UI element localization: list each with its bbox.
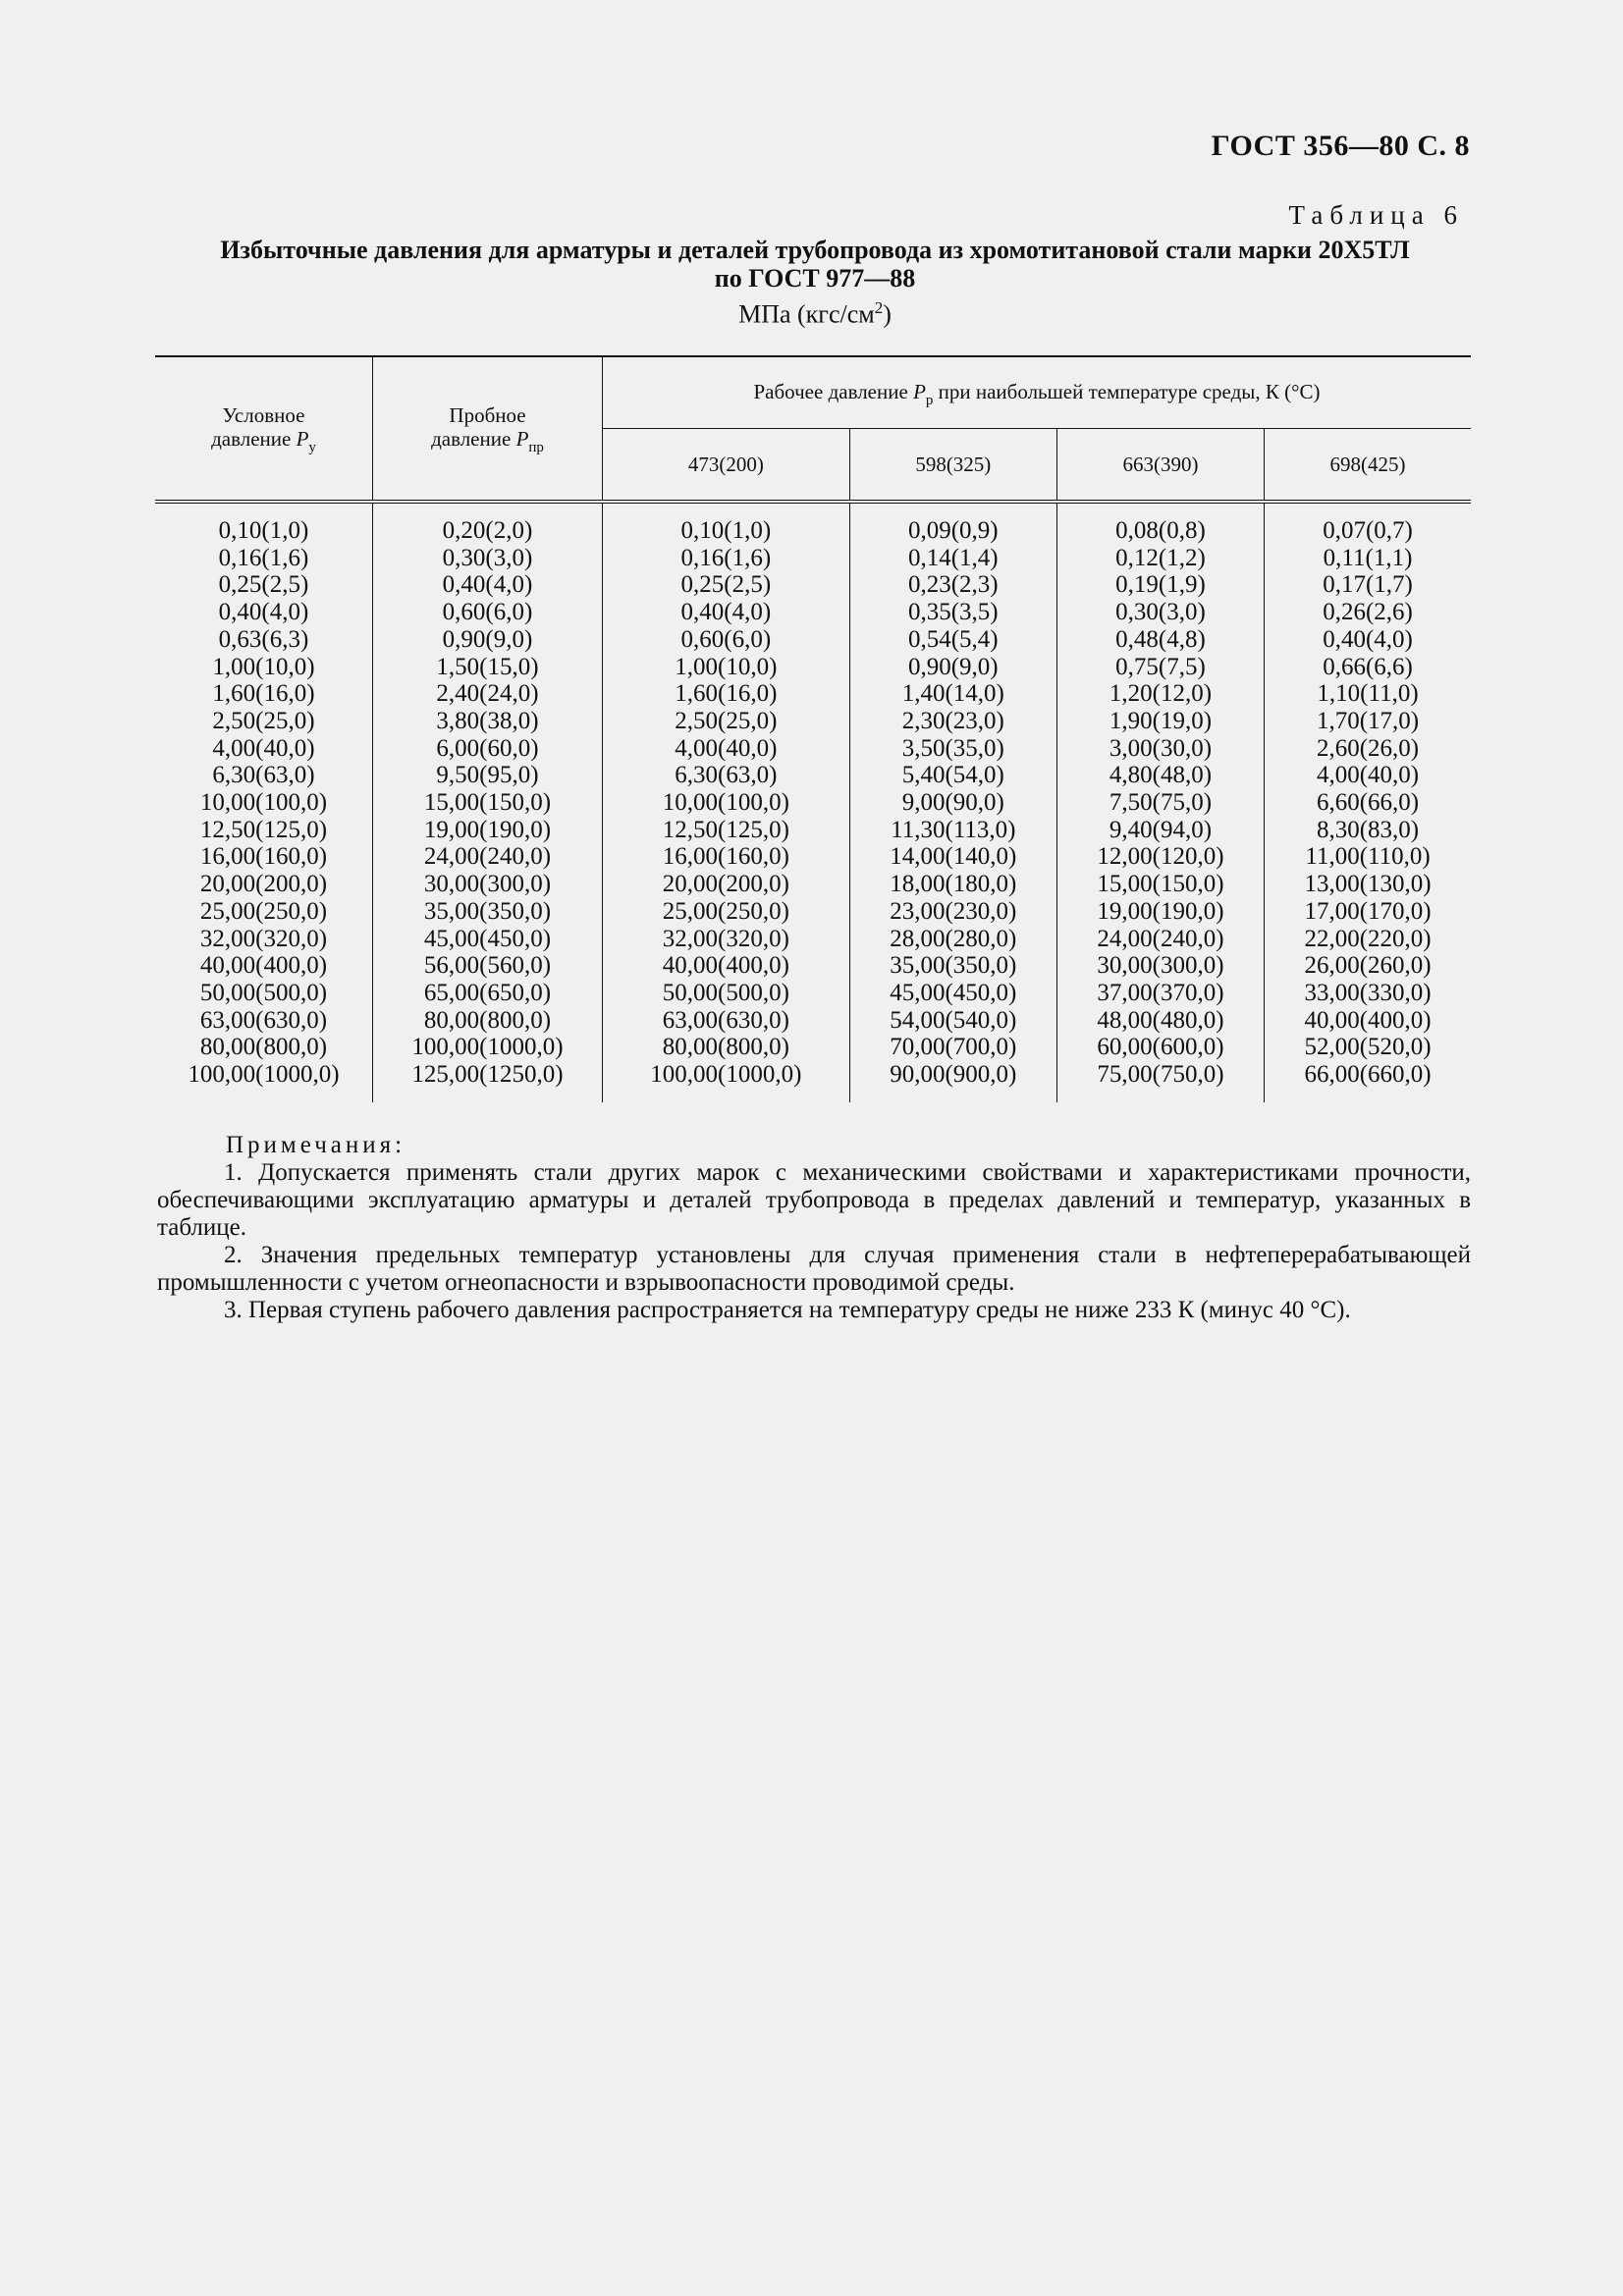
cell-test: 0,30(3,0) (373, 545, 603, 572)
table-row (155, 762, 1471, 789)
cell-work-663: 75,00(750,0) (1056, 1061, 1264, 1102)
header-cond-line1: Условное (222, 403, 305, 427)
cell-conditional: 0,63(6,3) (155, 626, 373, 654)
cell-work-473: 0,25(2,5) (603, 571, 850, 599)
table-title-line-2: по ГОСТ 977—88 (714, 264, 916, 293)
cell-work-473: 80,00(800,0) (603, 1034, 850, 1061)
cell-conditional: 0,25(2,5) (155, 571, 373, 599)
header-work-suffix: при наибольшей температуре среды, К (°С) (938, 379, 1321, 403)
cell-test: 0,40(4,0) (373, 571, 603, 599)
cell-work-598: 5,40(54,0) (849, 762, 1056, 789)
table-row (155, 571, 1471, 599)
cell-work-698: 0,07(0,7) (1323, 517, 1413, 544)
header-conditional-pressure (155, 356, 373, 502)
table-row (155, 654, 1471, 681)
note-1: 1. Допускается применять стали других марок с механическими свойствами и характеристиками прочности, обеспечивающими эксплуатацию арматуры и деталей трубопровода в пределах давлений и температур, указанных в таблице. (157, 1159, 1471, 1241)
cell-test: 15,00(150,0) (373, 789, 603, 817)
cell-work-598: 0,35(3,5) (849, 599, 1056, 626)
cell-conditional: 63,00(630,0) (155, 1007, 373, 1035)
cell-work-473: 20,00(200,0) (603, 871, 850, 898)
units-superscript: 2 (874, 298, 884, 317)
cell-work-663: 60,00(600,0) (1056, 1034, 1264, 1061)
cell-conditional: 4,00(40,0) (155, 735, 373, 763)
cell-work-663: 0,48(4,8) (1056, 626, 1264, 654)
table-row (155, 1034, 1471, 1061)
cell-work-473: 1,00(10,0) (603, 654, 850, 681)
cell-work-663: 24,00(240,0) (1056, 926, 1264, 953)
units-close: ) (883, 299, 892, 329)
header-test-line2: давление (431, 427, 512, 451)
cell-work-663: 9,40(94,0) (1056, 817, 1264, 844)
cell-work-473: 2,50(25,0) (603, 708, 850, 735)
table-row (155, 789, 1471, 817)
cell-test: 19,00(190,0) (373, 817, 603, 844)
cell-test: 80,00(800,0) (373, 1007, 603, 1035)
cell-conditional: 1,60(16,0) (155, 680, 373, 708)
table-title (157, 236, 1473, 293)
cell-work-663: 4,80(48,0) (1056, 762, 1264, 789)
cell-test: 1,50(15,0) (373, 654, 603, 681)
units-label (157, 298, 1473, 330)
cell-work-473: 40,00(400,0) (603, 952, 850, 980)
cell-work-473: 6,30(63,0) (603, 762, 850, 789)
cell-work-663: 1,20(12,0) (1056, 680, 1264, 708)
cell-work-598: 2,30(23,0) (849, 708, 1056, 735)
cell-work-698: 52,00(520,0) (1304, 1034, 1432, 1061)
table-row (155, 626, 1471, 654)
cell-work-473: 1,60(16,0) (603, 680, 850, 708)
cell-test: 30,00(300,0) (373, 871, 603, 898)
page-header: ГОСТ 356—80 С. 8 (1211, 130, 1470, 162)
cell-work-598: 70,00(700,0) (849, 1034, 1056, 1061)
table-row (155, 680, 1471, 708)
cell-work-473: 50,00(500,0) (603, 980, 850, 1007)
cell-work-698: 0,11(1,1) (1323, 544, 1413, 571)
header-test-pressure (373, 356, 603, 502)
table-row (155, 898, 1471, 926)
cell-conditional: 0,40(4,0) (155, 599, 373, 626)
table-row (155, 926, 1471, 953)
cell-work-598: 23,00(230,0) (849, 898, 1056, 926)
header-temp-698: 698(425) (1265, 429, 1471, 503)
cell-work-663: 1,90(19,0) (1056, 708, 1264, 735)
cell-work-598: 54,00(540,0) (849, 1007, 1056, 1035)
cell-work-663: 15,00(150,0) (1056, 871, 1264, 898)
cell-work-598: 0,23(2,3) (849, 571, 1056, 599)
notes-title: Примечания: (226, 1132, 406, 1158)
cell-conditional: 6,30(63,0) (155, 762, 373, 789)
cell-work-698: 4,00(40,0) (1316, 762, 1420, 789)
cell-work-598: 0,54(5,4) (849, 626, 1056, 654)
header-work-subscript: р (925, 392, 934, 408)
cell-test: 65,00(650,0) (373, 980, 603, 1007)
header-cond-line2: давление (211, 427, 292, 451)
cell-work-698: 0,66(6,6) (1323, 653, 1413, 680)
cell-work-598: 0,09(0,9) (849, 502, 1056, 545)
table-row (155, 952, 1471, 980)
table-body (155, 502, 1471, 1102)
table-title-line-1: Избыточные давления для арматуры и деталей трубопровода из хромотитановой стали марки 20Х5ТЛ (220, 236, 1410, 264)
table-row (155, 1007, 1471, 1035)
cell-work-663: 3,00(30,0) (1056, 735, 1264, 763)
cell-conditional: 20,00(200,0) (155, 871, 373, 898)
cell-work-598: 35,00(350,0) (849, 952, 1056, 980)
cell-conditional: 40,00(400,0) (155, 952, 373, 980)
header-temp-598: 598(325) (849, 429, 1056, 503)
header-temp-473: 473(200) (603, 429, 850, 503)
cell-work-663: 37,00(370,0) (1056, 980, 1264, 1007)
cell-conditional: 10,00(100,0) (155, 789, 373, 817)
cell-work-473: 0,16(1,6) (603, 545, 850, 572)
cell-work-698: 0,26(2,6) (1323, 599, 1413, 626)
header-cond-symbol: P (296, 427, 309, 451)
table-row (155, 817, 1471, 844)
cell-work-473: 100,00(1000,0) (603, 1061, 850, 1102)
cell-work-698: 22,00(220,0) (1304, 925, 1432, 952)
pressure-table (155, 355, 1471, 1102)
cell-conditional: 2,50(25,0) (155, 708, 373, 735)
cell-work-698: 0,40(4,0) (1323, 625, 1413, 653)
cell-work-698: 8,30(83,0) (1316, 816, 1420, 843)
cell-work-663: 19,00(190,0) (1056, 898, 1264, 926)
cell-work-473: 63,00(630,0) (603, 1007, 850, 1035)
cell-test: 125,00(1250,0) (373, 1061, 603, 1102)
cell-work-473: 16,00(160,0) (603, 843, 850, 871)
cell-conditional: 16,00(160,0) (155, 843, 373, 871)
header-working-pressure (603, 356, 1472, 429)
header-temp-663: 663(390) (1056, 429, 1264, 503)
table-label: Таблица 6 (1288, 200, 1464, 230)
cell-work-598: 3,50(35,0) (849, 735, 1056, 763)
table-row (155, 502, 1471, 545)
cell-work-663: 0,75(7,5) (1056, 654, 1264, 681)
cell-work-698: 13,00(130,0) (1304, 871, 1432, 898)
cell-work-663: 12,00(120,0) (1056, 843, 1264, 871)
cell-test: 45,00(450,0) (373, 926, 603, 953)
cell-work-473: 32,00(320,0) (603, 926, 850, 953)
header-test-line1: Пробное (449, 403, 526, 427)
table-row (155, 735, 1471, 763)
header-test-subscript: пр (528, 440, 544, 455)
cell-work-663: 0,12(1,2) (1056, 545, 1264, 572)
notes (157, 1132, 1471, 1324)
cell-work-698: 17,00(170,0) (1304, 897, 1432, 925)
cell-conditional: 50,00(500,0) (155, 980, 373, 1007)
cell-test: 3,80(38,0) (373, 708, 603, 735)
cell-test: 0,90(9,0) (373, 626, 603, 654)
cell-conditional: 100,00(1000,0) (155, 1061, 373, 1102)
cell-conditional: 80,00(800,0) (155, 1034, 373, 1061)
cell-test: 0,20(2,0) (373, 502, 603, 545)
table-header (155, 356, 1471, 502)
table-row (155, 843, 1471, 871)
cell-work-473: 0,10(1,0) (603, 502, 850, 545)
cell-conditional: 0,10(1,0) (155, 502, 373, 545)
cell-test: 35,00(350,0) (373, 898, 603, 926)
cell-conditional: 0,16(1,6) (155, 545, 373, 572)
cell-conditional: 1,00(10,0) (155, 654, 373, 681)
cell-work-598: 18,00(180,0) (849, 871, 1056, 898)
table-row (155, 980, 1471, 1007)
cell-work-473: 0,60(6,0) (603, 626, 850, 654)
cell-conditional: 32,00(320,0) (155, 926, 373, 953)
cell-work-473: 12,50(125,0) (603, 817, 850, 844)
cell-work-698: 40,00(400,0) (1304, 1006, 1432, 1034)
cell-test: 0,60(6,0) (373, 599, 603, 626)
cell-work-598: 90,00(900,0) (849, 1061, 1056, 1102)
units-text: МПа (кгс/см (738, 299, 875, 329)
cell-work-598: 14,00(140,0) (849, 843, 1056, 871)
cell-work-598: 28,00(280,0) (849, 926, 1056, 953)
cell-work-663: 0,19(1,9) (1056, 571, 1264, 599)
header-work-symbol: P (913, 379, 926, 403)
table-row (155, 871, 1471, 898)
cell-work-473: 4,00(40,0) (603, 735, 850, 763)
cell-work-663: 48,00(480,0) (1056, 1007, 1264, 1035)
cell-work-698: 2,60(26,0) (1316, 734, 1420, 762)
header-test-symbol: P (515, 427, 529, 451)
cell-conditional: 12,50(125,0) (155, 817, 373, 844)
cell-work-473: 0,40(4,0) (603, 599, 850, 626)
cell-conditional: 25,00(250,0) (155, 898, 373, 926)
cell-work-598: 11,30(113,0) (849, 817, 1056, 844)
cell-test: 9,50(95,0) (373, 762, 603, 789)
cell-work-473: 10,00(100,0) (603, 789, 850, 817)
table-row (155, 545, 1471, 572)
cell-test: 2,40(24,0) (373, 680, 603, 708)
cell-work-698: 66,00(660,0) (1304, 1061, 1432, 1089)
cell-work-663: 30,00(300,0) (1056, 952, 1264, 980)
cell-work-698: 33,00(330,0) (1304, 979, 1432, 1006)
table-row (155, 708, 1471, 735)
cell-work-473: 25,00(250,0) (603, 898, 850, 926)
cell-work-663: 7,50(75,0) (1056, 789, 1264, 817)
header-cond-subscript: у (308, 440, 316, 455)
cell-work-598: 9,00(90,0) (849, 789, 1056, 817)
table-row (155, 1061, 1471, 1102)
cell-work-663: 0,08(0,8) (1056, 502, 1264, 545)
cell-test: 6,00(60,0) (373, 735, 603, 763)
note-3: 3. Первая ступень рабочего давления распространяется на температуру среды не ниже 233 К (минус 40 °С). (224, 1297, 1351, 1323)
cell-work-698: 1,70(17,0) (1316, 707, 1420, 734)
cell-work-698: 0,17(1,7) (1323, 571, 1413, 599)
cell-test: 56,00(560,0) (373, 952, 603, 980)
header-work-prefix: Рабочее давление (753, 379, 908, 403)
note-2: 2. Значения предельных температур установлены для случая применения стали в нефтеперерабатывающей промышленности с учетом огнеопасности и взрывоопасности проводимой среды. (157, 1242, 1471, 1296)
cell-work-598: 1,40(14,0) (849, 680, 1056, 708)
cell-work-598: 0,90(9,0) (849, 654, 1056, 681)
table-row (155, 599, 1471, 626)
cell-work-698: 26,00(260,0) (1304, 952, 1432, 980)
cell-work-698: 11,00(110,0) (1305, 843, 1431, 871)
cell-work-663: 0,30(3,0) (1056, 599, 1264, 626)
cell-work-698: 6,60(66,0) (1316, 789, 1420, 817)
cell-work-698: 1,10(11,0) (1317, 680, 1419, 708)
cell-work-598: 45,00(450,0) (849, 980, 1056, 1007)
cell-test: 100,00(1000,0) (373, 1034, 603, 1061)
cell-test: 24,00(240,0) (373, 843, 603, 871)
cell-work-598: 0,14(1,4) (849, 545, 1056, 572)
